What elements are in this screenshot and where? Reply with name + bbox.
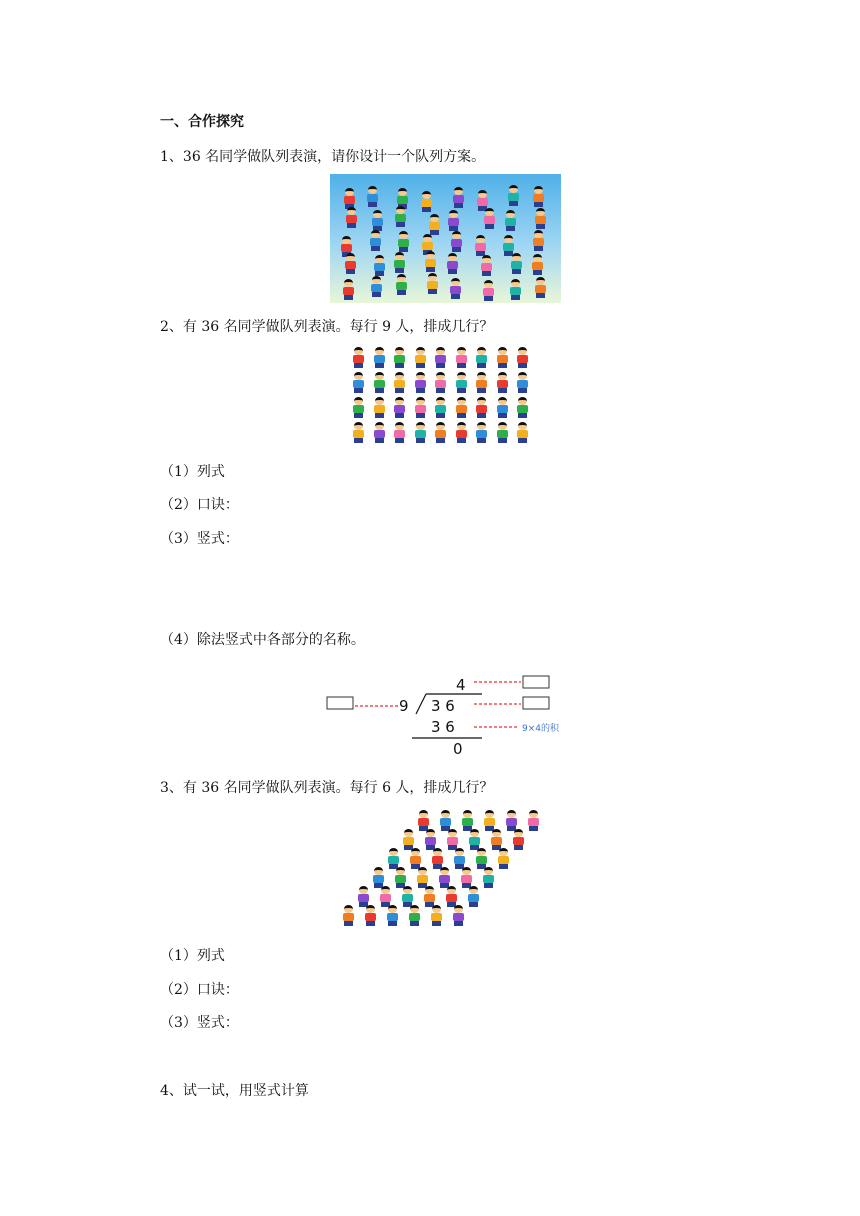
- student-figure: [373, 422, 386, 443]
- student-figure: [414, 397, 427, 418]
- student-figure: [357, 886, 370, 907]
- student-figure: [352, 422, 365, 443]
- student-figure: [393, 422, 406, 443]
- q3-item-formula: （1）列式: [160, 948, 225, 964]
- student-figure: [342, 905, 355, 926]
- scattered-students-picture: [330, 174, 561, 303]
- student-figure: [373, 347, 386, 368]
- student-figure: [345, 207, 358, 228]
- student-figure: [397, 231, 410, 252]
- student-figure: [414, 347, 427, 368]
- student-figure: [534, 208, 547, 229]
- product: 3 6: [431, 718, 455, 736]
- student-figure: [434, 372, 447, 393]
- student-figure: [417, 810, 430, 831]
- q3-item-rhyme: （2）口诀：: [160, 982, 239, 998]
- student-figure: [483, 810, 496, 831]
- student-figure: [455, 372, 468, 393]
- student-figure: [414, 422, 427, 443]
- question-1: 1、36 名同学做队列表演，请你设计一个队列方案。: [160, 149, 486, 165]
- student-figure: [434, 347, 447, 368]
- student-figure: [516, 397, 529, 418]
- question-2: 2、有 36 名同学做队列表演。每行 9 人，排成几行？: [160, 319, 494, 335]
- student-figure: [475, 848, 488, 869]
- student-figure: [426, 273, 439, 294]
- students-grid-picture: [349, 344, 540, 448]
- student-figure: [424, 829, 437, 850]
- student-figure: [394, 867, 407, 888]
- student-figure: [430, 905, 443, 926]
- student-figure: [401, 886, 414, 907]
- student-figure: [452, 905, 465, 926]
- student-figure: [342, 279, 355, 300]
- student-figure: [467, 886, 480, 907]
- student-figure: [423, 886, 436, 907]
- student-figure: [428, 214, 441, 235]
- student-figure: [373, 372, 386, 393]
- student-figure: [445, 886, 458, 907]
- student-figure: [496, 372, 509, 393]
- student-figure: [461, 810, 474, 831]
- student-figure: [352, 397, 365, 418]
- student-figure: [387, 848, 400, 869]
- student-figure: [424, 251, 437, 272]
- student-figure: [352, 372, 365, 393]
- student-figure: [504, 210, 517, 231]
- student-figure: [483, 208, 496, 229]
- student-figure: [482, 280, 495, 301]
- student-figure: [452, 187, 465, 208]
- student-figure: [468, 829, 481, 850]
- divisor: 9: [399, 697, 409, 715]
- student-figure: [532, 230, 545, 251]
- student-figure: [475, 372, 488, 393]
- divisor-name-box: [327, 697, 353, 709]
- product-note: 9×4的积: [522, 724, 559, 734]
- student-figure: [455, 422, 468, 443]
- student-figure: [344, 253, 357, 274]
- student-figure: [474, 235, 487, 256]
- dividend-name-box: [523, 697, 549, 709]
- q2-item-rhyme: （2）口诀：: [160, 497, 239, 513]
- student-figure: [496, 422, 509, 443]
- students-formation-picture: [337, 806, 560, 930]
- dividend: 3 6: [431, 697, 455, 715]
- student-figure: [434, 422, 447, 443]
- q3-item-vertical: （3）竖式：: [160, 1015, 239, 1031]
- student-figure: [482, 867, 495, 888]
- student-figure: [439, 810, 452, 831]
- student-figure: [364, 905, 377, 926]
- student-figure: [394, 206, 407, 227]
- remainder: 0: [453, 740, 463, 758]
- student-figure: [393, 347, 406, 368]
- student-figure: [475, 347, 488, 368]
- student-figure: [393, 252, 406, 273]
- student-figure: [510, 253, 523, 274]
- student-figure: [460, 867, 473, 888]
- student-figure: [534, 277, 547, 298]
- student-figure: [379, 886, 392, 907]
- student-figure: [507, 185, 520, 206]
- student-figure: [372, 867, 385, 888]
- long-division-diagram: [322, 670, 572, 762]
- student-figure: [414, 372, 427, 393]
- student-figure: [496, 397, 509, 418]
- student-figure: [516, 372, 529, 393]
- student-figure: [434, 397, 447, 418]
- student-figure: [447, 210, 460, 231]
- student-figure: [420, 191, 433, 212]
- q2-item-vertical: （3）竖式：: [160, 531, 239, 547]
- student-figure: [402, 829, 415, 850]
- student-figure: [393, 372, 406, 393]
- student-figure: [505, 810, 518, 831]
- student-figure: [449, 278, 462, 299]
- q2-item-formula: （1）列式: [160, 464, 225, 480]
- student-figure: [408, 905, 421, 926]
- student-figure: [409, 848, 422, 869]
- student-figure: [496, 347, 509, 368]
- q2-item-parts: （4）除法竖式中各部分的名称。: [160, 632, 365, 648]
- student-figure: [373, 397, 386, 418]
- student-figure: [373, 255, 386, 276]
- student-figure: [450, 231, 463, 252]
- student-figure: [480, 255, 493, 276]
- division-bracket: [416, 694, 426, 714]
- student-figure: [371, 210, 384, 231]
- student-figure: [497, 848, 510, 869]
- student-figure: [395, 274, 408, 295]
- student-figure: [446, 829, 459, 850]
- student-figure: [431, 848, 444, 869]
- student-figure: [352, 347, 365, 368]
- student-figure: [512, 829, 525, 850]
- student-figure: [453, 848, 466, 869]
- student-figure: [516, 347, 529, 368]
- student-figure: [438, 867, 451, 888]
- student-figure: [366, 186, 379, 207]
- student-figure: [509, 279, 522, 300]
- question-4: 4、试一试，用竖式计算: [160, 1083, 309, 1099]
- student-figure: [490, 829, 503, 850]
- student-figure: [446, 253, 459, 274]
- student-figure: [475, 397, 488, 418]
- quotient-name-box: [523, 676, 549, 688]
- student-figure: [455, 397, 468, 418]
- section-title: 一、合作探究: [160, 114, 244, 130]
- student-figure: [416, 867, 429, 888]
- student-figure: [527, 810, 540, 831]
- quotient: 4: [456, 676, 466, 694]
- student-figure: [475, 422, 488, 443]
- student-figure: [369, 230, 382, 251]
- student-figure: [386, 905, 399, 926]
- student-figure: [393, 397, 406, 418]
- student-figure: [516, 422, 529, 443]
- student-figure: [531, 254, 544, 275]
- question-3: 3、有 36 名同学做队列表演。每行 6 人，排成几行？: [160, 780, 494, 796]
- student-figure: [532, 186, 545, 207]
- student-figure: [455, 347, 468, 368]
- student-figure: [370, 276, 383, 297]
